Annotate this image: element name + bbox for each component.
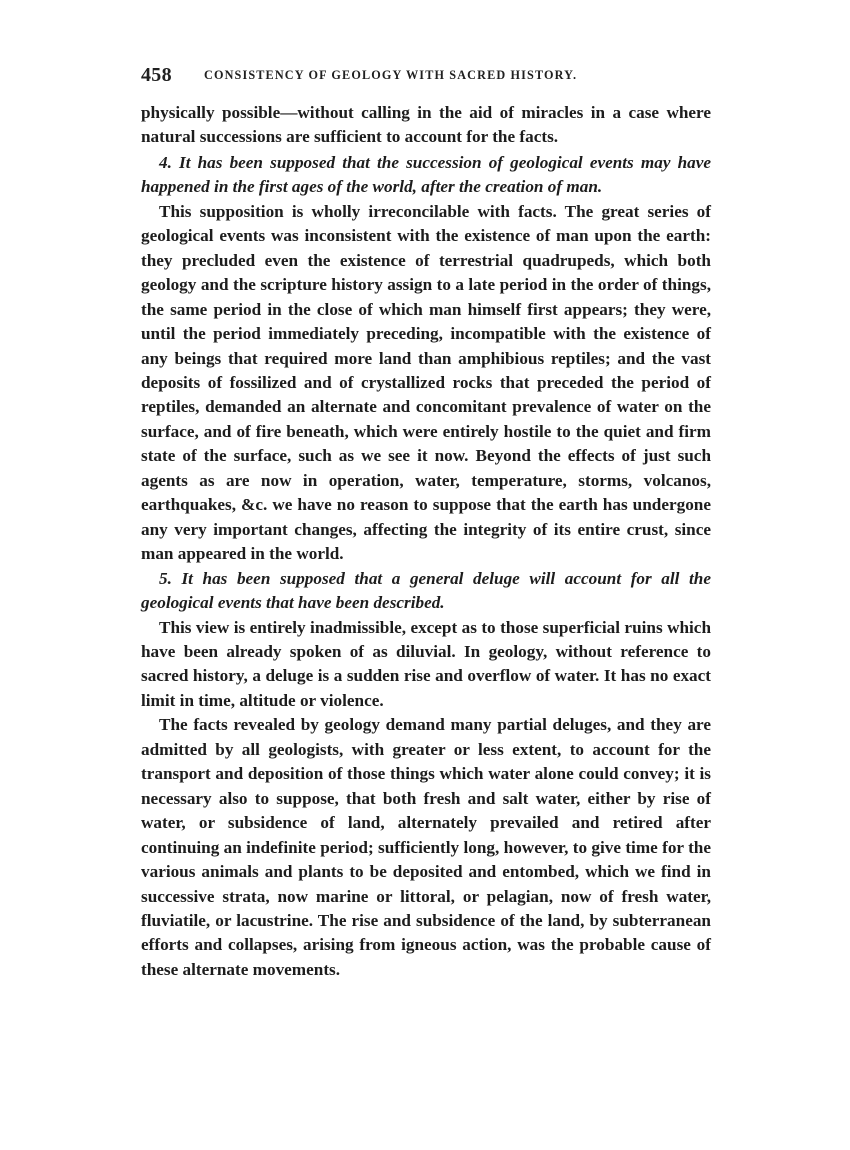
running-title: CONSISTENCY OF GEOLOGY WITH SACRED HISTORY.: [204, 68, 578, 82]
page-number: 458: [141, 64, 172, 86]
section-4-paragraph: This supposition is wholly irreconcilable with facts. The great series of geological events was inconsistent with the existence of man upon the earth: they precluded even the existence of terrestrial quadrupeds, which both geology and the scripture history assign to a late period in the order of things, the same period in the close of which man himself first appears; they were, until the period immediately preceding, incompatible with the existence of any beings that required more land than amphibious reptiles; and the vast deposits of fossilized and of crystallized rocks that preceded the period of reptiles, demanded an alternate and concomitant prevalence of water on the surface, and of fire beneath, which were entirely hostile to the quiet and firm state of the surface, such as we see it now. Beyond the effects of just such agents as are now in operation, water, temperature, storms, volcanos, earthquakes, &c. we have no reason to suppose that the earth has undergone any very important changes, affecting the integrity of its entire crust, since man appeared in the world.: [141, 201, 711, 564]
body-text: [141, 101, 711, 982]
section-4-heading: 4. It has been supposed that the succession of geological events may have happened in the first ages of the world, after the creation of man.: [141, 152, 711, 197]
section-5-heading: 5. It has been supposed that a general deluge will account for all the geological events that have been described.: [141, 568, 711, 613]
section-5-paragraph-1: This view is entirely inadmissible, except as to those superficial ruins which have been already spoken of as diluvial. In geology, without reference to sacred history, a deluge is a sudden rise and overflow of water. It has no exact limit in time, altitude or violence.: [141, 617, 711, 710]
paragraph-continuation: physically possible—without calling in the aid of miracles in a case where natural successions are sufficient to account for the facts.: [141, 103, 711, 147]
section-5-paragraph-2: The facts revealed by geology demand many partial deluges, and they are admitted by all geologists, with greater or less extent, to account for the transport and deposition of those things which water alone could convey; it is necessary also to suppose, that both fresh and salt water, either by rise of water, or subsidence of land, alternately prevailed and retired after continuing an indefinite period; sufficiently long, however, to give time for the various animals and plants to be deposited and entombed, which we find in successive strata, now marine or littoral, or pelagian, now of fresh water, fluviatile, or lacustrine. The rise and subsidence of the land, by subterranean efforts and collapses, arising from igneous action, was the probable cause of these alternate movements.: [141, 715, 711, 979]
running-head: [141, 64, 711, 84]
